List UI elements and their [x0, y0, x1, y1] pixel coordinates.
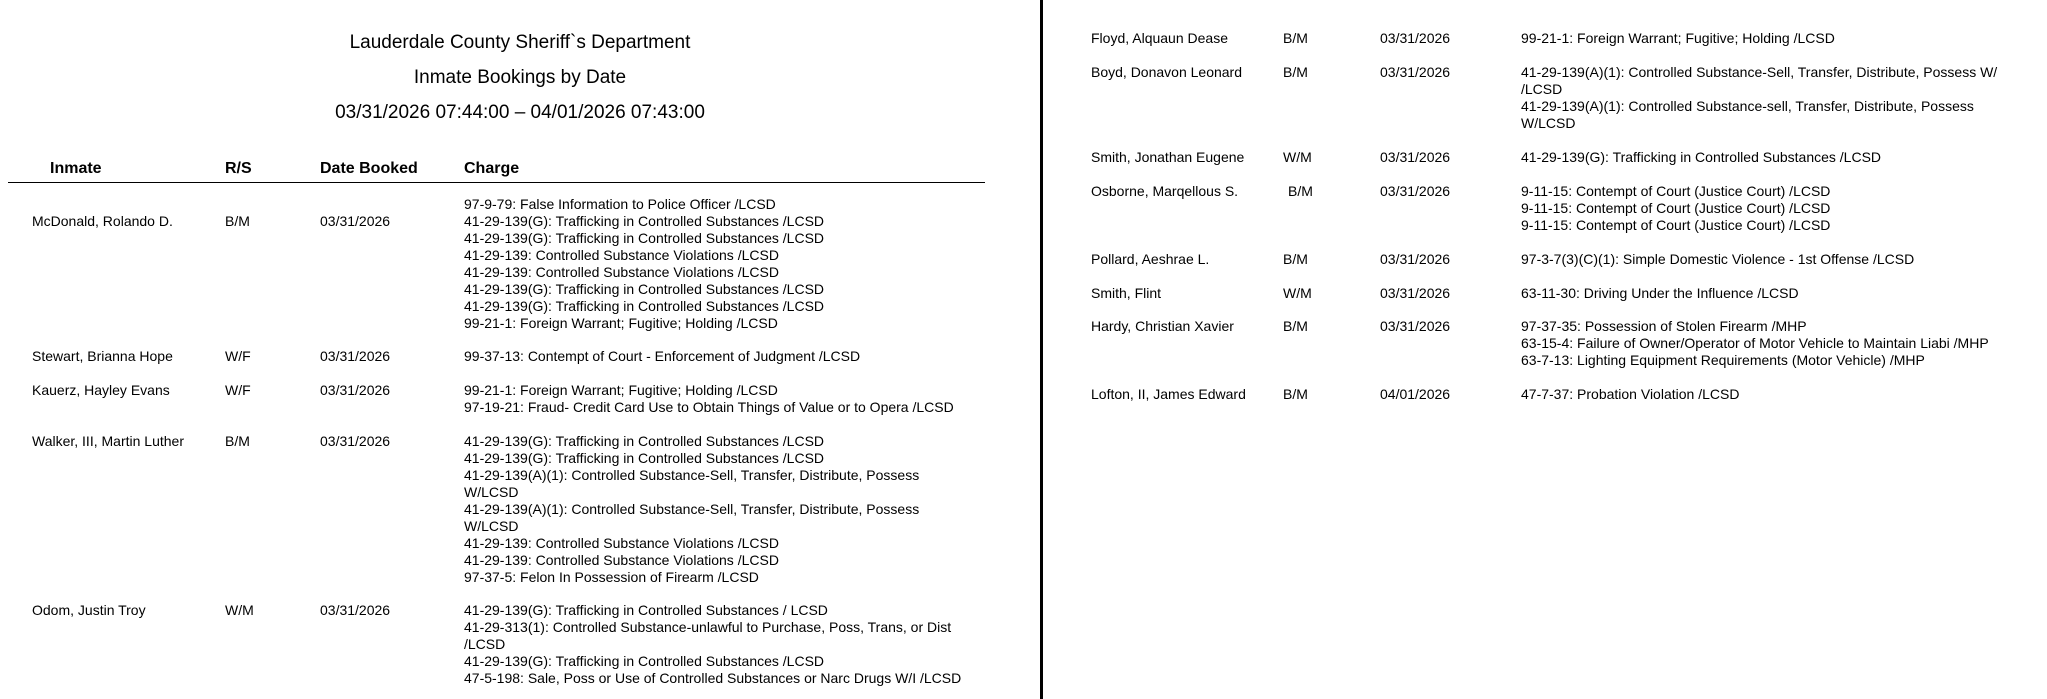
charge-line: W/LCSD — [1521, 115, 1576, 131]
charge-line: 9-11-15: Contempt of Court (Justice Court) /LCSD — [1521, 200, 1831, 216]
charge-list — [1521, 30, 1835, 47]
date-booked: 03/31/2026 — [320, 602, 391, 618]
charge-line: 97-9-79: False Information to Police Officer /LCSD — [464, 196, 776, 212]
inmate-name: Hardy, Christian Xavier — [1091, 318, 1234, 334]
charge-list — [1521, 64, 1997, 132]
charge-line: W/LCSD — [464, 484, 519, 500]
race-sex: W/M — [1283, 285, 1312, 301]
charge-line: 41-29-139: Controlled Substance Violations /LCSD — [464, 264, 779, 280]
inmate-name: Walker, III, Martin Luther — [32, 433, 184, 449]
charge-line: 99-37-13: Contempt of Court - Enforcement of Judgment /LCSD — [464, 348, 861, 364]
date-booked: 04/01/2026 — [1380, 386, 1451, 402]
charge-line: 97-37-5: Felon In Possession of Firearm /LCSD — [464, 569, 759, 585]
header-rule — [8, 182, 985, 183]
date-booked: 03/31/2026 — [320, 433, 391, 449]
charge-line: 41-29-139(A)(1): Controlled Substance-Sell, Transfer, Distribute, Possess — [464, 501, 920, 517]
date-booked: 03/31/2026 — [320, 382, 391, 398]
charge-line: 63-15-4: Failure of Owner/Operator of Motor Vehicle to Maintain Liabi /MHP — [1521, 335, 1989, 351]
charge-list — [1521, 149, 1881, 166]
charge-line: 41-29-139: Controlled Substance Violations /LCSD — [464, 535, 779, 551]
race-sex: B/M — [1283, 318, 1308, 334]
date-booked: 03/31/2026 — [320, 213, 391, 229]
race-sex: B/M — [225, 433, 250, 449]
charge-line: 41-29-313(1): Controlled Substance-unlawful to Purchase, Poss, Trans, or Dist — [464, 619, 952, 635]
race-sex: B/M — [1288, 183, 1313, 199]
charge-line: 41-29-139(G): Trafficking in Controlled Substances /LCSD — [464, 433, 825, 449]
race-sex: B/M — [1283, 64, 1308, 80]
charge-line: 41-29-139(G): Trafficking in Controlled Substances /LCSD — [464, 653, 825, 669]
charge-list — [464, 433, 919, 586]
charge-list — [1521, 318, 1989, 369]
date-booked: 03/31/2026 — [320, 348, 391, 364]
charge-line: 9-11-15: Contempt of Court (Justice Court) /LCSD — [1521, 217, 1831, 233]
charge-line: 47-5-198: Sale, Poss or Use of Controlled Substances or Narc Drugs W/I /LCSD — [464, 670, 962, 686]
report-page-right — [1043, 0, 2047, 699]
charge-line: 97-3-7(3)(C)(1): Simple Domestic Violence - 1st Offense /LCSD — [1521, 251, 1915, 267]
charge-line: 41-29-139(G): Trafficking in Controlled Substances /LCSD — [464, 450, 825, 466]
agency-title: Lauderdale County Sheriff`s Department — [349, 32, 691, 53]
charge-list — [464, 382, 954, 416]
charge-list — [464, 348, 860, 365]
date-range: 03/31/2026 07:44:00 – 04/01/2026 07:43:00 — [335, 102, 705, 123]
date-booked: 03/31/2026 — [1380, 183, 1451, 199]
charge-line: 41-29-139(G): Trafficking in Controlled Substances /LCSD — [464, 213, 825, 229]
date-booked: 03/31/2026 — [1380, 251, 1451, 267]
charge-line: 99-21-1: Foreign Warrant; Fugitive; Holding /LCSD — [1521, 30, 1835, 46]
charge-line: 41-29-139: Controlled Substance Violations /LCSD — [464, 552, 779, 568]
charge-list — [1521, 183, 1830, 234]
inmate-name: Odom, Justin Troy — [32, 602, 146, 618]
report-title: Inmate Bookings by Date — [413, 67, 627, 88]
charge-line: 9-11-15: Contempt of Court (Justice Court) /LCSD — [1521, 183, 1831, 199]
inmate-name: Stewart, Brianna Hope — [32, 348, 173, 364]
race-sex: B/M — [225, 213, 250, 229]
inmate-name: Lofton, II, James Edward — [1091, 386, 1246, 402]
charge-line: 41-29-139(G): Trafficking in Controlled Substances /LCSD — [1521, 149, 1882, 165]
column-header-date-booked: Date Booked — [320, 160, 418, 177]
inmate-name: Boyd, Donavon Leonard — [1091, 64, 1242, 80]
inmate-name: Floyd, Alquaun Dease — [1091, 30, 1228, 46]
race-sex: B/M — [1283, 251, 1308, 267]
inmate-name: Pollard, Aeshrae L. — [1091, 251, 1210, 267]
date-booked: 03/31/2026 — [1380, 64, 1451, 80]
column-header-charge: Charge — [464, 160, 520, 177]
charge-list — [464, 602, 961, 687]
charge-line: 97-19-21: Fraud- Credit Card Use to Obtain Things of Value or to Opera /LCSD — [464, 399, 954, 415]
charge-line: /LCSD — [1521, 81, 1563, 97]
charge-list — [1521, 251, 1914, 268]
charge-line: 41-29-139(G): Trafficking in Controlled Substances /LCSD — [464, 230, 825, 246]
inmate-name: Smith, Jonathan Eugene — [1091, 149, 1245, 165]
charge-list — [464, 196, 824, 332]
date-booked: 03/31/2026 — [1380, 318, 1451, 334]
charge-line: 41-29-139(G): Trafficking in Controlled Substances /LCSD — [464, 281, 825, 297]
charge-line: /LCSD — [464, 636, 506, 652]
inmate-name: Osborne, Marqellous S. — [1091, 183, 1239, 199]
charge-line: 41-29-139(G): Trafficking in Controlled Substances / LCSD — [464, 602, 828, 618]
inmate-name: McDonald, Rolando D. — [32, 213, 173, 229]
inmate-name: Smith, Flint — [1091, 285, 1162, 301]
column-header-inmate: Inmate — [50, 160, 102, 177]
charge-line: 41-29-139(G): Trafficking in Controlled Substances /LCSD — [464, 298, 825, 314]
inmate-name: Kauerz, Hayley Evans — [32, 382, 170, 398]
date-booked: 03/31/2026 — [1380, 149, 1451, 165]
charge-line: 99-21-1: Foreign Warrant; Fugitive; Holding /LCSD — [464, 315, 778, 331]
charge-list — [1521, 285, 1799, 302]
date-booked: 03/31/2026 — [1380, 285, 1451, 301]
charge-list — [1521, 386, 1739, 403]
race-sex: B/M — [1283, 386, 1308, 402]
column-header-rs: R/S — [225, 160, 252, 177]
charge-line: 97-37-35: Possession of Stolen Firearm /MHP — [1521, 318, 1807, 334]
charge-line: 63-11-30: Driving Under the Influence /LCSD — [1521, 285, 1799, 301]
charge-line: 47-7-37: Probation Violation /LCSD — [1521, 386, 1740, 402]
charge-line: 63-7-13: Lighting Equipment Requirements (Motor Vehicle) /MHP — [1521, 352, 1925, 368]
date-booked: 03/31/2026 — [1380, 30, 1451, 46]
race-sex: B/M — [1283, 30, 1308, 46]
race-sex: W/M — [1283, 149, 1312, 165]
charge-line: 41-29-139(A)(1): Controlled Substance-Sell, Transfer, Distribute, Possess — [464, 467, 920, 483]
charge-line: 41-29-139(A)(1): Controlled Substance-sell, Transfer, Distribute, Possess — [1521, 98, 1974, 114]
charge-line: 41-29-139(A)(1): Controlled Substance-Sell, Transfer, Distribute, Possess W/ — [1521, 64, 1998, 80]
race-sex: W/F — [225, 348, 251, 364]
charge-line: 99-21-1: Foreign Warrant; Fugitive; Holding /LCSD — [464, 382, 778, 398]
charge-line: 41-29-139: Controlled Substance Violations /LCSD — [464, 247, 779, 263]
race-sex: W/F — [225, 382, 251, 398]
race-sex: W/M — [225, 602, 254, 618]
charge-line: W/LCSD — [464, 518, 519, 534]
